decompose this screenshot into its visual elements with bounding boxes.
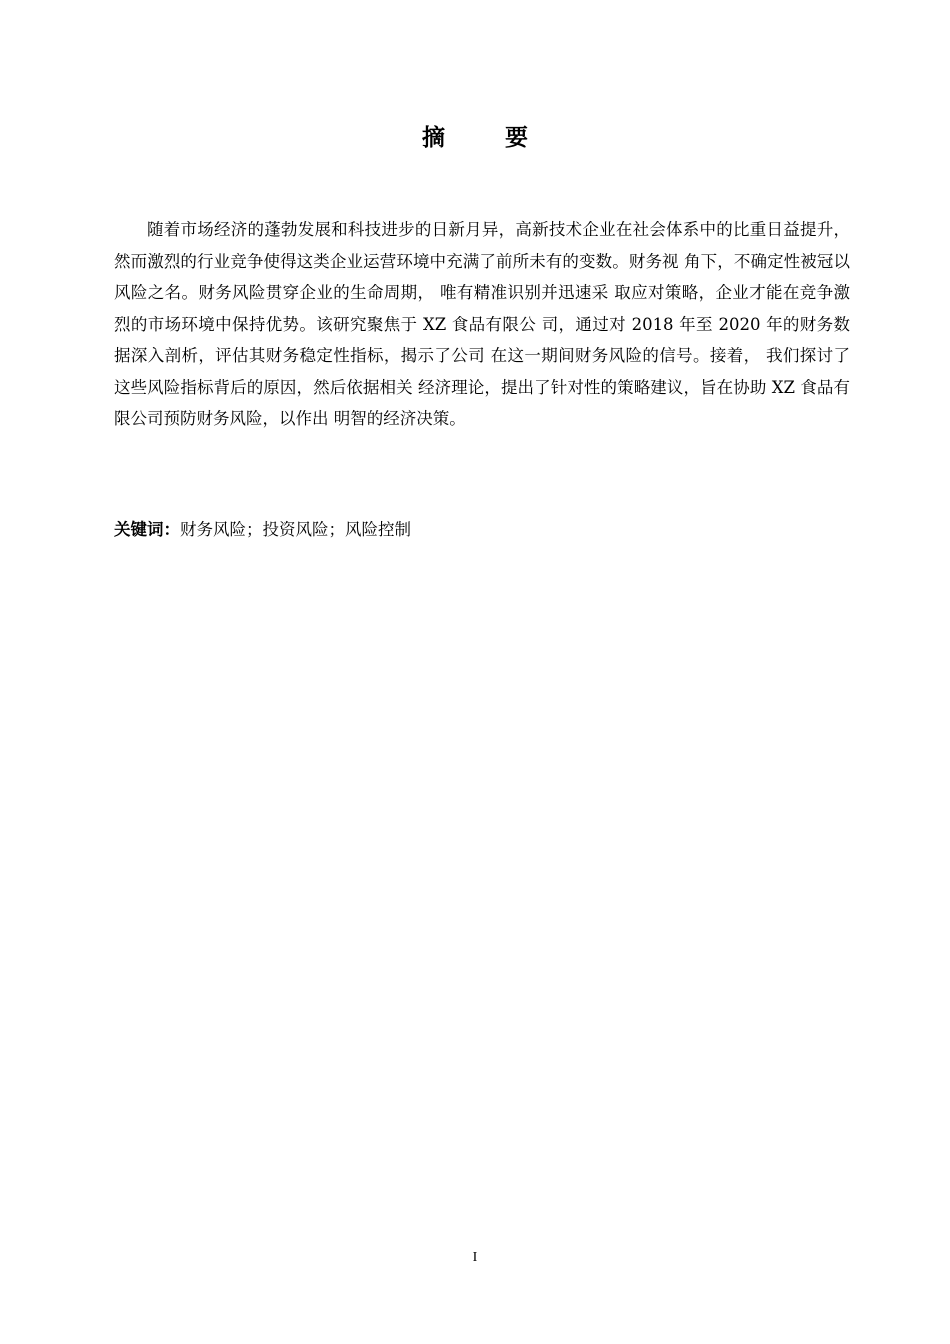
keywords-line — [114, 514, 850, 546]
keywords-list: 财务风险；投资风险；风险控制 — [180, 520, 411, 539]
page-number: I — [472, 1250, 478, 1265]
keywords-label: 关键词： — [114, 520, 180, 539]
page-title: 摘 要 — [421, 125, 554, 151]
abstract-paragraph: 随着市场经济的蓬勃发展和科技进步的日新月异，高新技术企业在社会体系中的比重日益提升，然而激烈的行业竞争使得这类企业运营环境中充满了前所未有的变数。财务视 角下，不确定性被冠以风险之名。财务风险贯穿企业的生命周期， 唯有精准识别并迅速采 取应对策略，企业才能在竞争激烈的市场环境中保持优势。该研究聚焦于 XZ 食品有限公 司，通过对 2018 年至 2020 年的财务数据深入剖析，评估其财务稳定性指标，揭示了公司 在这一期间财务风险的信号。接着， 我们探讨了这些风险指标背后的原因，然后依据相关 经济理论，提出了针对性的策略建议，旨在协助 XZ 食品有限公司预防财务风险，以作出 明智的经济决策。 — [114, 220, 850, 428]
